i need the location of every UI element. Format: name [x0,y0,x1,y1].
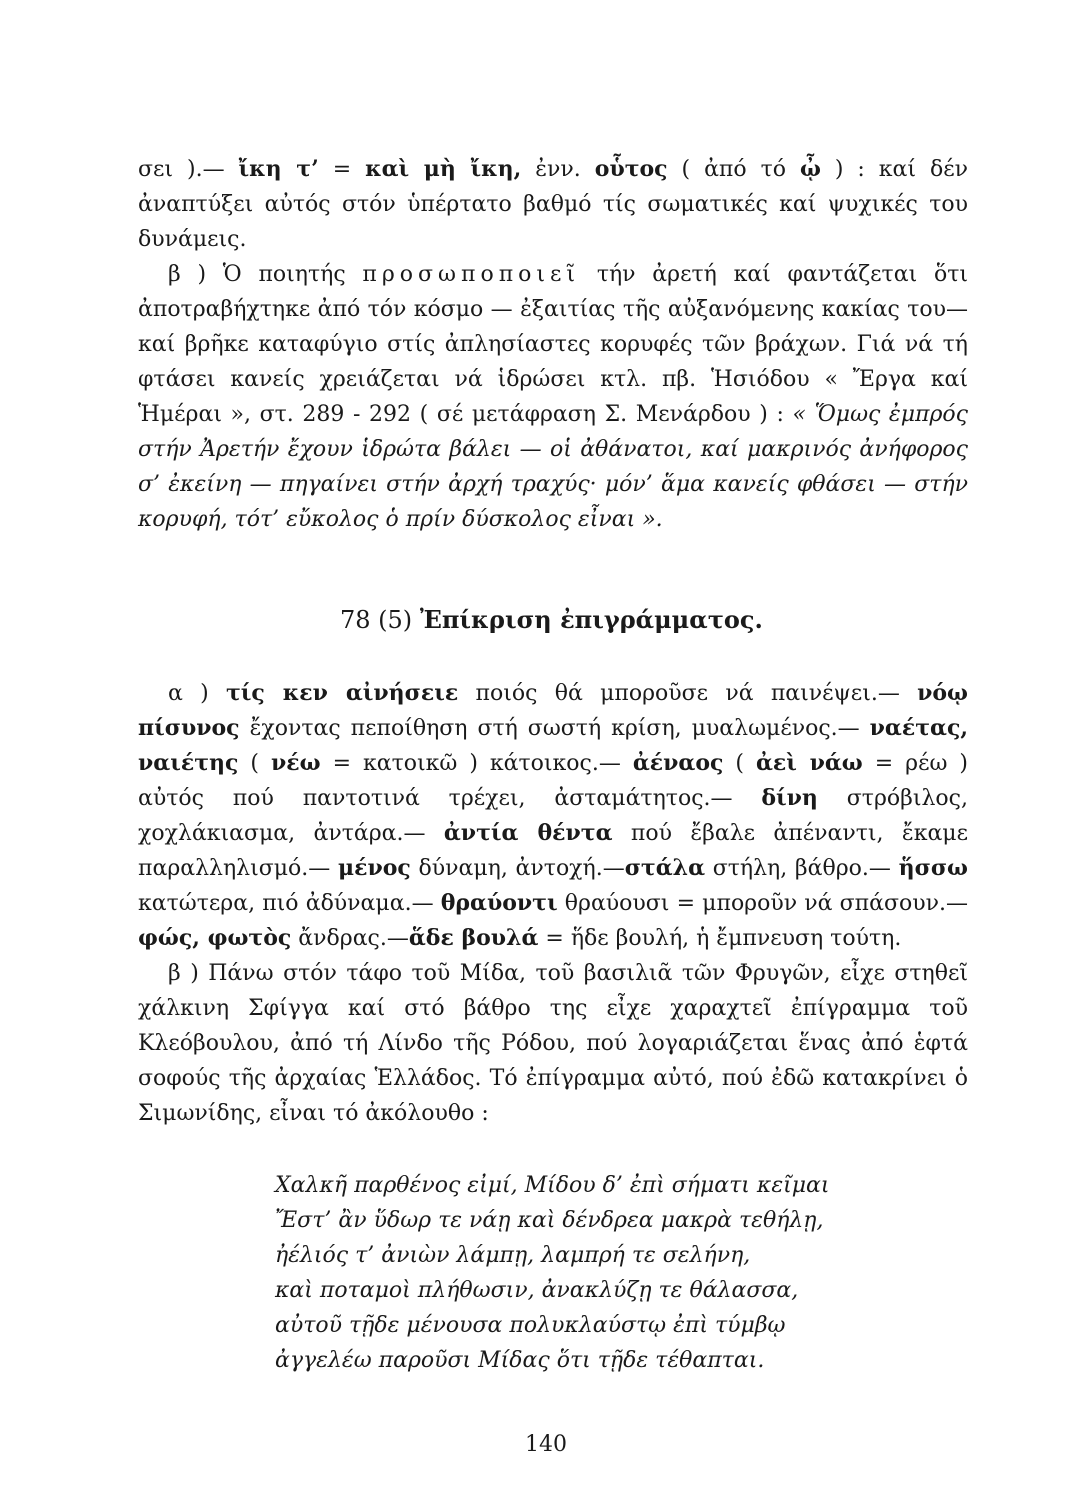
text-span: θραύουσι = μποροῦν νά σπάσουν.— [557,891,968,916]
text-span: ( [238,751,271,776]
bold-term: θραύοντι [440,890,558,916]
bold-term: μένος [338,855,411,881]
spaced-term: προσωποποιεῖ [362,262,581,287]
paragraph-beta-epigram-intro: β ) Πάνω στόν τάφο τοῦ Μίδα, τοῦ βασιλιᾶ τῶν Φρυγῶν, εἶχε στηθεῖ χάλκινη Σφίγγα καί στό βάθρο της εἶχε χαραχτεῖ ἐπίγραμμα τοῦ Κλεόβουλου, ἀπό τή Λίνδο τῆς Ρόδου, πού λογαριάζεται ἕνας ἀπό ἑφτά σοφούς τῆς ἀρχαίας Ἑλλάδος. Τό ἐπίγραμμα αὐτό, πού ἐδῶ κατακρίνει ὁ Σιμωνίδης, εἶναι τό ἀκόλουθο : [138,961,968,1126]
text-span: = κατοικῶ ) κάτοικος.— [320,751,633,776]
text-span: ) : καί δέν ἀναπτύξει αὐτός στόν ὑπέρτατο βαθμό τίς σωματικές καί ψυχικές του δυνάμεις. [138,157,968,252]
continued-paragraph-block [138,152,968,537]
bold-term: ἅδε βουλά [408,925,539,951]
text-span: ( ἀπό τό [667,157,800,182]
section-number: 78 (5) [340,606,413,634]
bold-term: νόῳ πίσυνος [138,680,968,741]
text-span: ἄνδρας.— [291,926,409,951]
italic-quote: « Ὅμως ἐμπρός στήν Ἀρετήν ἔχουν ἱδρώτα βάλει — οἱ ἀθάνατοι, καί μακρινός ἀνήφορος σ’ ἐκείνη — πηγαίνει στήν ἀρχή τραχύς· μόν’ ἅμα κανείς φθάσει — στήν κορυφή, τότ’ εὔκολος ὁ πρίν δύσκολος εἶναι ». [138,402,968,532]
bold-term: νέω [270,750,321,776]
bold-term: ἥσσω [898,855,968,881]
paragraph-beta-virtue [138,257,968,537]
bold-term: ἀέναος [632,750,724,776]
text-span: ( [723,751,756,776]
poem-line: Ἔστ’ ἂν ὕδωρ τε νάῃ καὶ δένδρεα μακρὰ τεθήλῃ, [275,1208,824,1233]
bold-term: φώς, φωτὸς [138,925,292,951]
bold-term: δίνη [761,785,818,811]
text-span: = [318,157,366,182]
bold-term: ἴκη τ’ [238,156,319,182]
text-span: ἐνν. [521,157,595,182]
bold-term: οὗτος [594,156,668,182]
text-span: ποιός θά μποροῦσε νά παινέψει.— [458,681,918,706]
page-number: 140 [525,1432,567,1457]
bold-term: ναέτας, ναιέτης [138,715,968,776]
bold-term: στάλα [624,855,706,881]
poem-line: Χαλκῆ παρθένος εἰμί, Μίδου δ’ ἐπὶ σήματι κεῖμαι [275,1173,830,1198]
poem-line: ἀγγελέω παροῦσι Μίδας ὅτι τῇδε τέθαπται. [275,1348,765,1373]
text-span: κατώτερα, πιό ἀδύναμα.— [138,891,441,916]
text-span: στήλη, βάθρο.— [705,856,899,881]
epigram-poem [275,1168,830,1378]
text-span: σει ).— [138,157,239,182]
poem-line: ἠέλιός τ’ ἀνιὼν λάμπῃ, λαμπρή τε σελήνη, [275,1243,751,1268]
bold-term: τίς κεν αἰνήσειε [225,680,459,706]
text-span: δύναμη, ἀντοχή.— [410,856,625,881]
text-span: = ἥδε βουλή, ἡ ἔμπνευση τούτη. [538,926,902,951]
bold-term: ἀντία θέντα [443,820,613,846]
bold-term: ᾦ [799,156,821,182]
bold-term: καὶ μὴ ἴκη, [365,156,522,182]
glossary-block [138,676,968,1131]
section-title: Ἐπίκριση ἐπιγράμματος. [419,605,763,634]
text-span: τήν ἀρετή καί φαντάζεται ὅτι ἀποτραβήχτηκε ἀπό τόν κόσμο — ἐξαιτίας τῆς αὐξανόμενης κακίας του— καί βρῆκε καταφύγιο στίς ἀπλησίαστες κορυφές τῶν βράχων. Γιά νά τή φτάσει κανείς χρειάζεται νά ἱδρώσει κτλ. πβ. Ἡσιόδου « Ἔργα καί Ἡμέραι », στ. 289 - 292 ( σέ μετάφραση Σ. Μενάρδου ) : [138,262,968,427]
text-span: πού ἔβαλε ἀπέναντι, ἔκαμε παραλληλισμό.— [138,821,968,881]
text-span: = ρέω ) αὐτός πού παντοτινά τρέχει, ἀσταμάτητος.— [138,751,968,811]
text-span: α ) [168,681,226,706]
bold-term: ἀεὶ νάω [755,750,863,776]
text-span: στρόβιλος, χοχλάκιασμα, ἀντάρα.— [138,786,968,846]
text-span: β ) Ὁ ποιητής [168,262,363,287]
poem-line: καὶ ποταμοὶ πλήθωσιν, ἀνακλύζῃ τε θάλασσα, [275,1278,799,1303]
section-heading [340,605,763,634]
paragraph-alpha-glossary [138,676,968,956]
text-span: ἔχοντας πεποίθηση στή σωστή κρίση, μυαλωμένος.— [239,716,870,741]
poem-line: αὐτοῦ τῇδε μένουσα πολυκλαύστῳ ἐπὶ τύμβῳ [275,1313,786,1338]
paragraph-continued [138,152,968,257]
